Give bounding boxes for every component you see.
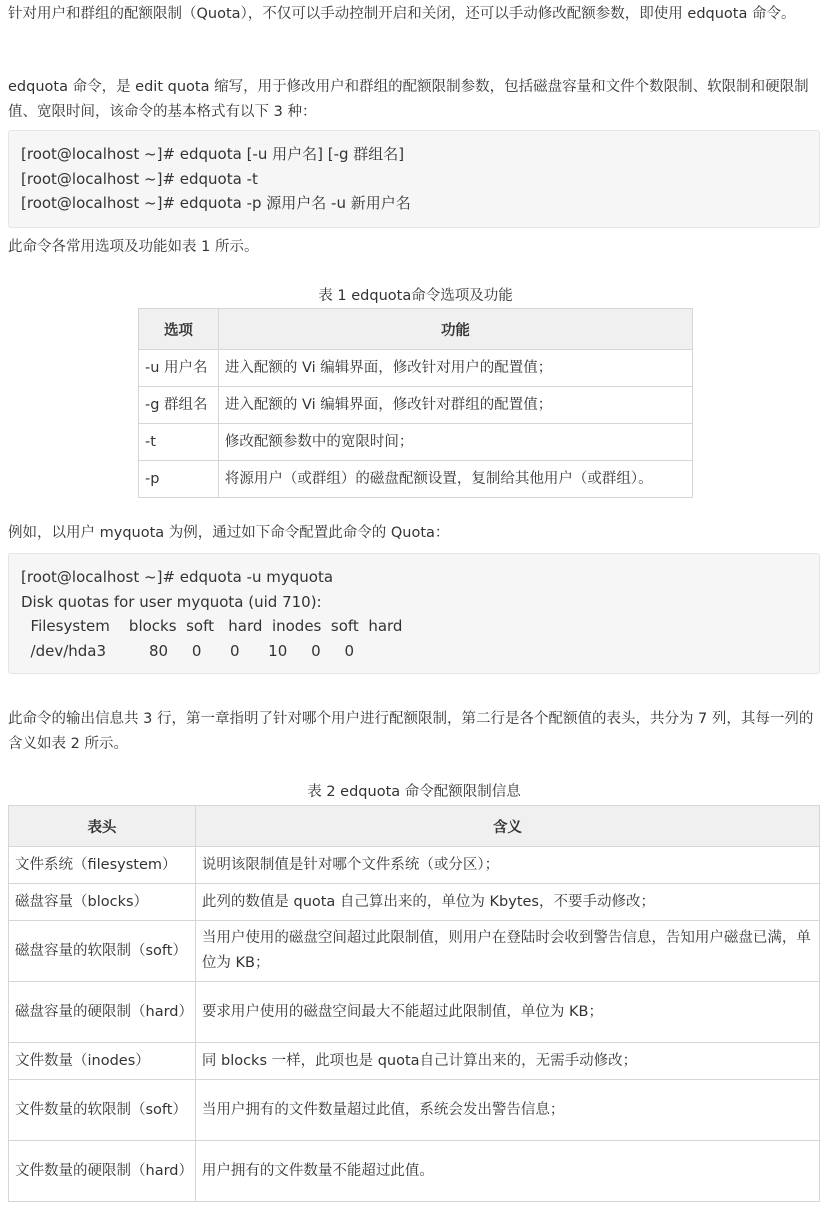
code-line: [root@localhost ~]# edquota -u myquota [21, 568, 334, 586]
header-name-cell: 文件数量的软限制（soft） [9, 1080, 196, 1141]
code-line: [root@localhost ~]# edquota [-u 用户名] [-g 群组名] [21, 145, 405, 163]
table1-caption: 表 1 edquota命令选项及功能 [318, 288, 513, 304]
function-cell: 修改配额参数中的宽限时间； [218, 424, 692, 461]
meaning-cell: 要求用户使用的磁盘空间最大不能超过此限制值，单位为 KB； [195, 982, 819, 1043]
code-line: [root@localhost ~]# edquota -t [21, 169, 258, 188]
option-cell: -u 用户名 [139, 350, 219, 387]
option-cell: -t [139, 424, 219, 461]
header-name-cell: 磁盘容量的软限制（soft） [9, 921, 196, 982]
option-cell: -g 群组名 [139, 387, 219, 424]
code-line: [root@localhost ~]# edquota -p 源用户名 -u 新用户名 [21, 194, 411, 212]
header-name-cell: 文件数量（inodes） [9, 1043, 196, 1080]
table-row [9, 1080, 820, 1141]
table2-caption: 表 2 edquota 命令配额限制信息 [307, 784, 521, 800]
code-line: /dev/hda3 80 0 0 10 0 0 [21, 641, 355, 660]
header-name-cell: 磁盘容量（blocks） [9, 884, 196, 921]
meaning-cell: 当用户使用的磁盘空间超过此限制值，则用户在登陆时会收到警告信息，告知用户磁盘已满，单位为 KB； [195, 921, 819, 982]
table-row [139, 424, 693, 461]
intro-paragraph: 针对用户和群组的配额限制（Quota），不仅可以手动控制开启和关闭，还可以手动修改配额参数，即使用 edquota 命令。 [8, 6, 796, 22]
function-cell: 进入配额的 Vi 编辑界面，修改针对群组的配置值； [218, 387, 692, 424]
table-row [139, 387, 693, 424]
meaning-cell: 同 blocks 一样，此项也是 quota自己计算出来的，无需手动修改； [195, 1043, 819, 1080]
table-row [9, 1043, 820, 1080]
meaning-cell: 用户拥有的文件数量不能超过此值。 [195, 1141, 819, 1202]
table1-intro: 此命令各常用选项及功能如表 1 所示。 [8, 239, 259, 255]
table-header-row [139, 309, 693, 350]
output-paragraph: 此命令的输出信息共 3 行，第一章指明了针对哪个用户进行配额限制，第二行是各个配额值的表头，共分为 7 列，其每一列的含义如表 2 所示。 [8, 711, 814, 752]
column-header: 表头 [9, 806, 196, 847]
code-block-example [8, 553, 820, 674]
options-table [138, 308, 693, 498]
example-paragraph: 例如，以用户 myquota 为例，通过如下命令配置此命令的 Quota： [8, 525, 450, 541]
table-row [139, 461, 693, 498]
table-header-row [9, 806, 820, 847]
function-cell: 进入配额的 Vi 编辑界面，修改针对用户的配置值； [218, 350, 692, 387]
code-line: Filesystem blocks soft hard inodes soft hard [21, 617, 403, 635]
option-cell: -p [139, 461, 219, 498]
table-row [9, 847, 820, 884]
column-header: 功能 [218, 309, 692, 350]
table-row [9, 921, 820, 982]
column-header: 含义 [195, 806, 819, 847]
header-name-cell: 文件数量的硬限制（hard） [9, 1141, 196, 1202]
function-cell: 将源用户（或群组）的磁盘配额设置，复制给其他用户（或群组）。 [218, 461, 692, 498]
table-row [139, 350, 693, 387]
quota-info-table [8, 805, 820, 1202]
column-header: 选项 [139, 309, 219, 350]
meaning-cell: 说明该限制值是针对哪个文件系统（或分区）； [195, 847, 819, 884]
meaning-cell: 当用户拥有的文件数量超过此值，系统会发出警告信息； [195, 1080, 819, 1141]
table-row [9, 884, 820, 921]
header-name-cell: 文件系统（filesystem） [9, 847, 196, 884]
format-paragraph: edquota 命令，是 edit quota 缩写，用于修改用户和群组的配额限制参数，包括磁盘容量和文件个数限制、软限制和硬限制值、宽限时间，该命令的基本格式有以下 3 种： [8, 79, 809, 120]
table-row [9, 982, 820, 1043]
meaning-cell: 此列的数值是 quota 自己算出来的，单位为 Kbytes，不要手动修改； [195, 884, 819, 921]
code-line: Disk quotas for user myquota (uid 710): [21, 592, 322, 611]
code-block-formats [8, 130, 820, 228]
header-name-cell: 磁盘容量的硬限制（hard） [9, 982, 196, 1043]
table-row [9, 1141, 820, 1202]
